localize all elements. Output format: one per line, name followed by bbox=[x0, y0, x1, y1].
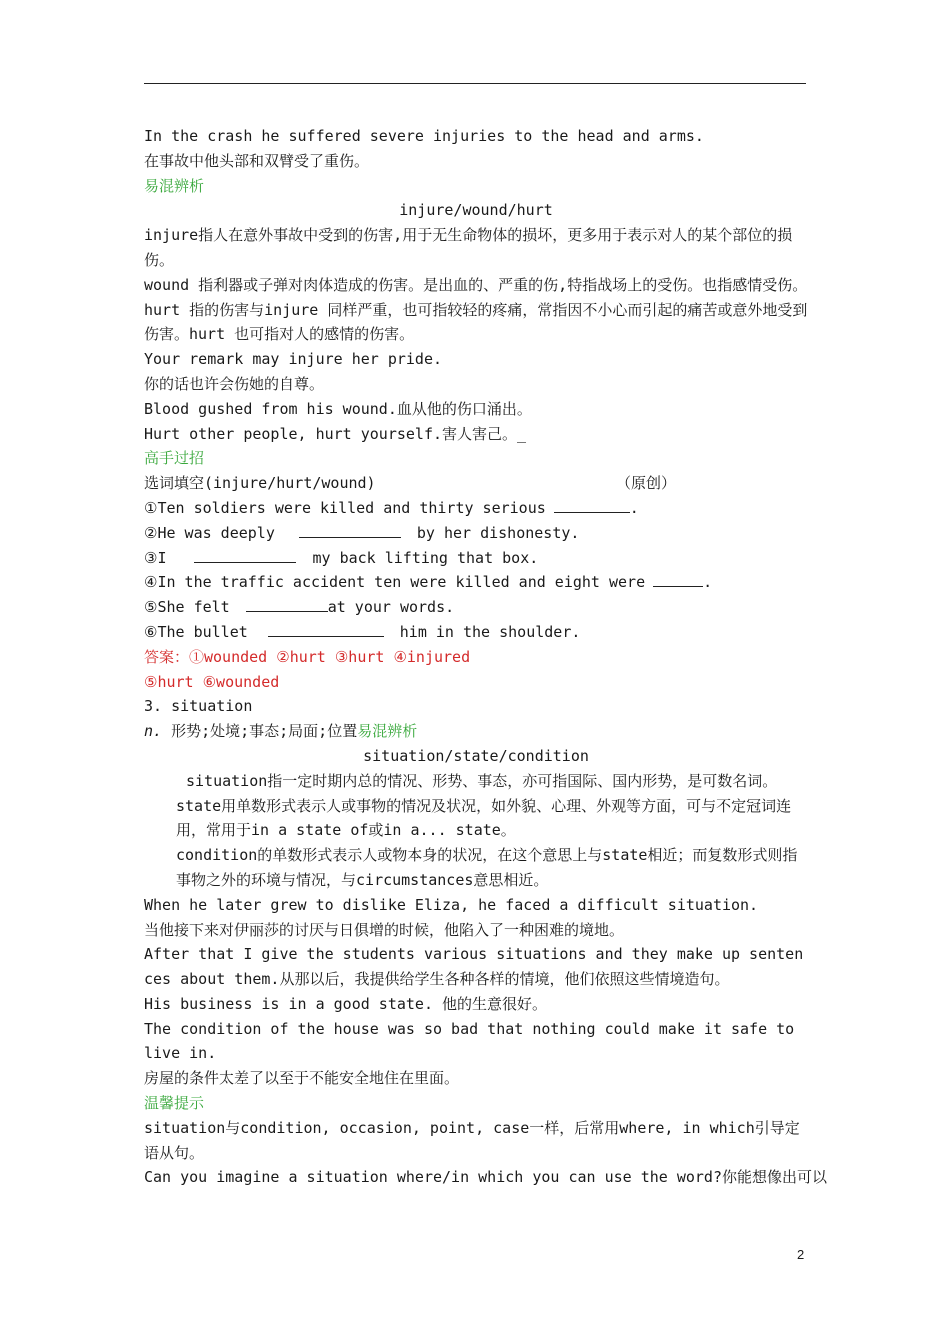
header-rule bbox=[144, 83, 806, 84]
answer-blank bbox=[246, 596, 328, 612]
word-group-title: injure/wound/hurt bbox=[399, 201, 553, 220]
vocab-item-heading: 3. situation bbox=[144, 697, 253, 716]
definition-wound: wound 指利器或子弹对肉体造成的伤害。是出血的、严重的伤,特指战场上的受伤。也指感情受伤。 bbox=[144, 275, 808, 294]
exercise-question-5 bbox=[144, 595, 808, 620]
word-group-title: situation/state/condition bbox=[363, 746, 589, 765]
definition-hurt: hurt 指的伤害与injure 同样严重，也可指较轻的疼痛，常指因不小心而引起的痛苦或意外地受到伤害。hurt 也可指对人的感情的伤害。 bbox=[144, 300, 808, 344]
example-sentence: After that I give the students various situations and they make up sentences about them.从那以后，我提供给学生各种各样的情境，他们依照这些情境造句。 bbox=[144, 945, 804, 989]
answer-key-continued: ⑤hurt ⑥wounded bbox=[144, 672, 280, 691]
example-sentence: In the crash he suffered severe injuries to the head and arms. bbox=[144, 127, 704, 145]
exercise-question-4 bbox=[144, 570, 808, 595]
question-text: ⑤She felt bbox=[144, 598, 230, 617]
meaning-text: 形势;处境;事态;局面;位置 bbox=[162, 722, 358, 741]
question-text: by her dishonesty. bbox=[416, 523, 580, 542]
answer-blank bbox=[299, 522, 401, 538]
example-sentence: Hurt other people, hurt yourself.害人害己。_ bbox=[144, 424, 527, 443]
question-text: at your words. bbox=[327, 598, 455, 617]
page-number: 2 bbox=[797, 1247, 805, 1262]
question-text: him in the shoulder. bbox=[399, 622, 581, 641]
definition-situation: situation指一定时期内总的情况、形势、事态，亦可指国际、国内形势，是可数名词。 bbox=[186, 771, 778, 790]
exercise-question-1 bbox=[144, 496, 808, 521]
example-sentence: When he later grew to dislike Eliza, he faced a difficult situation. bbox=[144, 895, 759, 914]
definition-injure: injure指人在意外事故中受到的伤害,用于无生命物体的损坏，更多用于表示对人的某个部位的损伤。 bbox=[144, 226, 793, 269]
answer-key: 答案：①wounded ②hurt ③hurt ④injured bbox=[144, 647, 471, 666]
page-body bbox=[144, 124, 827, 1190]
part-of-speech: n. bbox=[144, 722, 163, 741]
exercise-question-2 bbox=[144, 521, 808, 546]
section-heading-confusables: 易混辨析 bbox=[357, 722, 418, 741]
example-sentence: Can you imagine a situation where/in which you can use the word?你能想像出可以 bbox=[144, 1168, 827, 1187]
question-text: . bbox=[703, 573, 713, 592]
question-text: ①Ten soldiers were killed and thirty serious bbox=[144, 498, 546, 517]
source-note: （原创） bbox=[615, 474, 676, 493]
answer-blank bbox=[653, 571, 703, 587]
exercise-instruction bbox=[144, 471, 808, 496]
vocab-item-definition bbox=[144, 719, 808, 744]
example-sentence: His business is in a good state. 他的生意很好。 bbox=[144, 994, 548, 1013]
definition-state: state用单数形式表示人或事物的情况及状况，如外貌、心理、外观等方面，可与不定冠词连用，常用于in a state of或in a... state。 bbox=[176, 796, 792, 840]
answer-blank bbox=[194, 547, 296, 563]
answer-blank bbox=[268, 621, 384, 637]
example-sentence: Blood gushed from his wound.血从他的伤口涌出。 bbox=[144, 399, 532, 418]
exercise-instruction-text: 选词填空(injure/hurt/wound) bbox=[144, 474, 376, 493]
section-heading-confusables: 易混辨析 bbox=[144, 176, 205, 195]
question-text: ②He was deeply bbox=[144, 523, 275, 542]
example-sentence: The condition of the house was so bad that nothing could make it safe to live in. bbox=[144, 1019, 795, 1063]
example-translation: 房屋的条件太差了以至于不能安全地住在里面。 bbox=[144, 1069, 460, 1088]
question-text: . bbox=[629, 498, 639, 517]
answer-blank bbox=[554, 497, 630, 513]
example-translation: 在事故中他头部和双臂受了重伤。 bbox=[144, 151, 370, 170]
example-translation: 你的话也许会伤她的自尊。 bbox=[144, 374, 325, 393]
question-text: ⑥The bullet bbox=[144, 622, 248, 641]
section-heading-tip: 温馨提示 bbox=[144, 1094, 205, 1113]
definition-condition: condition的单数形式表示人或物本身的状况，在这个意思上与state相近；而复数形式则指事物之外的环境与情况，与circumstances意思相近。 bbox=[176, 846, 798, 889]
question-text: ③I bbox=[144, 548, 167, 567]
question-text: my back lifting that box. bbox=[312, 548, 539, 567]
example-translation: 当他接下来对伊丽莎的讨厌与日俱增的时候，他陷入了一种困难的境地。 bbox=[144, 920, 625, 939]
tip-text: situation与condition, occasion, point, case一样，后常用where, in which引导定语从句。 bbox=[144, 1118, 800, 1162]
exercise-question-6 bbox=[144, 620, 808, 645]
question-text: ④In the traffic accident ten were killed and eight were bbox=[144, 573, 646, 592]
section-heading-exercise: 高手过招 bbox=[144, 449, 205, 468]
example-sentence: Your remark may injure her pride. bbox=[144, 350, 443, 369]
exercise-question-3 bbox=[144, 546, 808, 571]
